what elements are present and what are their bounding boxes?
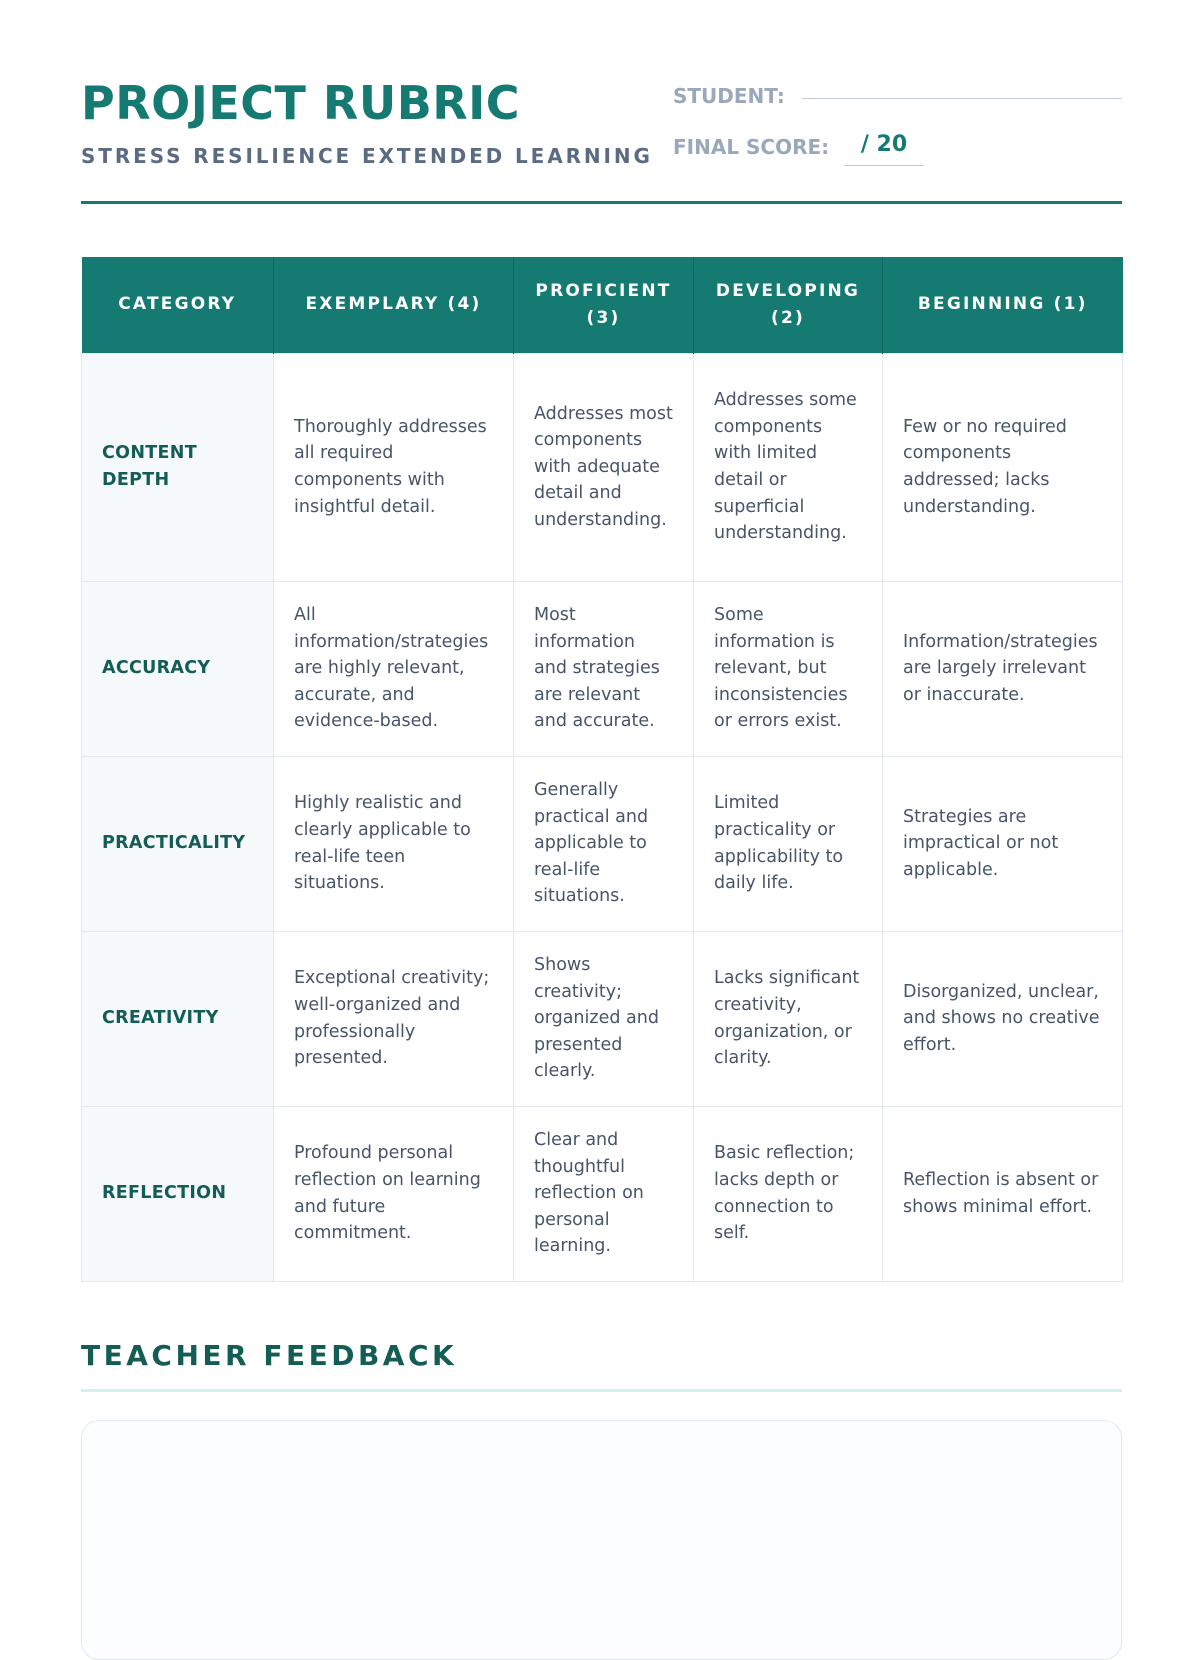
- final-score-label: FINAL SCORE:: [673, 135, 830, 159]
- exemplary-cell: Profound personal reflection on learning and future commitment.: [274, 1106, 514, 1281]
- column-header-developing: DEVELOPING (2): [694, 257, 883, 353]
- category-cell: CONTENT DEPTH: [82, 353, 274, 581]
- exemplary-cell: Highly realistic and clearly applicable to real-life teen situations.: [274, 756, 514, 931]
- final-score-field[interactable]: / 20: [844, 130, 924, 166]
- developing-cell: Lacks significant creativity, organization, or clarity.: [694, 931, 883, 1106]
- category-cell: ACCURACY: [82, 581, 274, 756]
- column-header-proficient: PROFICIENT (3): [514, 257, 694, 353]
- beginning-cell: Few or no required components addressed; lacks understanding.: [883, 353, 1123, 581]
- teacher-feedback-box[interactable]: [81, 1420, 1122, 1660]
- beginning-cell: Reflection is absent or shows minimal effort.: [883, 1106, 1123, 1281]
- proficient-cell: Generally practical and applicable to real-life situations.: [514, 756, 694, 931]
- beginning-cell: Information/strategies are largely irrelevant or inaccurate.: [883, 581, 1123, 756]
- table-row: [82, 353, 1123, 581]
- page-subtitle: STRESS RESILIENCE EXTENDED LEARNING: [81, 144, 653, 168]
- table-row: [82, 581, 1123, 756]
- category-cell: CREATIVITY: [82, 931, 274, 1106]
- student-name-field[interactable]: [802, 98, 1122, 99]
- category-cell: PRACTICALITY: [82, 756, 274, 931]
- rubric-table: [81, 257, 1123, 1282]
- category-cell: REFLECTION: [82, 1106, 274, 1281]
- proficient-cell: Clear and thoughtful reflection on personal learning.: [514, 1106, 694, 1281]
- beginning-cell: Strategies are impractical or not applicable.: [883, 756, 1123, 931]
- column-header-beginning: BEGINNING (1): [883, 257, 1123, 353]
- exemplary-cell: Exceptional creativity; well-organized and professionally presented.: [274, 931, 514, 1106]
- table-row: [82, 1106, 1123, 1281]
- table-row: [82, 756, 1123, 931]
- proficient-cell: Shows creativity; organized and presented clearly.: [514, 931, 694, 1106]
- page-title: PROJECT RUBRIC: [81, 76, 521, 130]
- table-header-row: [82, 257, 1123, 353]
- teacher-feedback-heading: TEACHER FEEDBACK: [81, 1339, 458, 1372]
- column-header-category: CATEGORY: [82, 257, 274, 353]
- beginning-cell: Disorganized, unclear, and shows no creative effort.: [883, 931, 1123, 1106]
- developing-cell: Some information is relevant, but inconsistencies or errors exist.: [694, 581, 883, 756]
- exemplary-cell: All information/strategies are highly relevant, accurate, and evidence-based.: [274, 581, 514, 756]
- developing-cell: Limited practicality or applicability to daily life.: [694, 756, 883, 931]
- rubric-page: [81, 0, 1122, 1372]
- page-header: [81, 0, 1122, 204]
- feedback-divider: [81, 1389, 1122, 1392]
- proficient-cell: Most information and strategies are relevant and accurate.: [514, 581, 694, 756]
- column-header-exemplary: EXEMPLARY (4): [274, 257, 514, 353]
- exemplary-cell: Thoroughly addresses all required components with insightful detail.: [274, 353, 514, 581]
- table-row: [82, 931, 1123, 1106]
- developing-cell: Addresses some components with limited detail or superficial understanding.: [694, 353, 883, 581]
- developing-cell: Basic reflection; lacks depth or connection to self.: [694, 1106, 883, 1281]
- student-label: STUDENT:: [673, 84, 785, 108]
- proficient-cell: Addresses most components with adequate detail and understanding.: [514, 353, 694, 581]
